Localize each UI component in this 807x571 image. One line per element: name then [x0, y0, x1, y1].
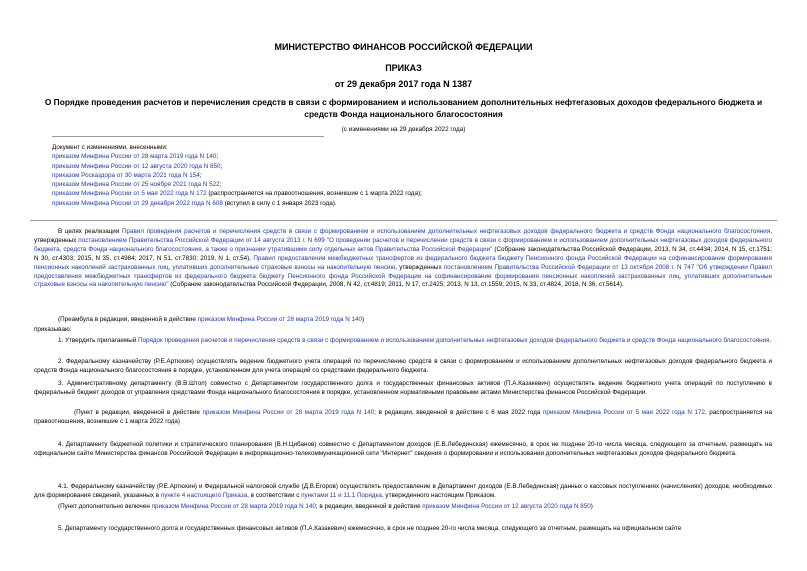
preamble-note: (Преамбула в редакции, введенной в действие приказом Минфина России от 28 марта 2019 года N 140) — [58, 316, 365, 323]
procedure-link[interactable]: Порядок проведения расчетов и перечисления средств в связи с формированием и использованием дополнительных нефтегазовых доходов федерального бюджета и средств Фонда национального благосостояния — [138, 337, 770, 344]
order-date: от 29 декабря 2017 года N 1387 — [334, 79, 473, 89]
change-item: приказом Минфина России от 12 августа 2020 года N 850; — [52, 162, 223, 170]
change-item: приказом Росказдора от 30 марта 2021 года N 154; — [52, 171, 202, 179]
ministry-heading: МИНИСТЕРСТВО ФИНАНСОВ РОССИЙСКОЙ ФЕДЕРАЦИИ — [274, 42, 533, 52]
document-title: О Порядке проведения расчетов и перечисления средств в связи с формированием и использованием дополнительных нефтегазовых доходов федерального бюджета и средств Фонда национального благосостояния — [44, 97, 763, 119]
order-140-link[interactable]: приказом Минфина России от 28 марта 2019 года N 140 — [202, 409, 375, 416]
order-140-link[interactable]: приказом Минфина России от 28 марта 2019 года N 140 — [151, 503, 316, 510]
change-link[interactable]: приказом Минфина России от 12 августа 2020 года N 850 — [52, 162, 221, 170]
resolution-699-link[interactable]: постановлением Правительства Российской Федерации от 14 августа 2013 г. N 699 "О проведении расчетов и перечислении средств в связи с формированием и использованием дополнительных нефтегазовых доходов федерального бюджета, средств Фонда национального благосостояния, а также о признании утратившими силу отдельных актов Правительства Российской Федерации" — [34, 236, 772, 253]
change-link[interactable]: приказом Минфина России от 29 декабря 2022 года N 608 — [52, 199, 223, 207]
change-item: приказом Минфина России от 5 мая 2022 года N 172 (распространяется на правоотношения, возникшие с 1 марта 2022 года); — [52, 190, 422, 198]
changes-list — [52, 143, 572, 208]
item-3-note: (Пункт в редакции, введенной в действие приказом Минфина России от 28 марта 2019 года N 140; в редакции, введенной в действие с 6 мая 2022 года приказом Минфина России от 5 мая 2022 года N 172, распространяется на правоотношения, возникшие с 1 марта 2022 года) — [34, 409, 773, 425]
body-divider — [30, 220, 777, 221]
change-item: приказом Минфина России от 29 декабря 2022 года N 608 (вступил в силу с 1 января 2023 года). — [52, 199, 337, 207]
item-4: 4. Департаменту бюджетной политики и стратегического планирования (В.Н.Цибанов) совместно с Департаментом доходов (Е.В.Лебединская) ежемесячно, в срок не позднее 20-го числа месяца, следующего за отчетным, размещать на официальном сайте Министерства финансов Российской Федерации в информационно-телекоммуникационной сети "Интернет" сведения о формировании и использовании дополнительных нефтегазовых доходов федерального бюджета. — [34, 441, 772, 457]
changes-divider — [52, 136, 324, 137]
item-3: 3. Административному департаменту (В.В.Штоп) совместно с Департаментом государственного долга и государственных финансовых активов (П.А.Казакевич) осуществлять ведение бюджетного учета операций по поступлению в федеральный бюджет доходов от управления средствами Фонда национального благосостояния в порядке, установленном нормативными правовыми актами Министерства финансов Российской Федерации. — [34, 380, 772, 396]
change-item: приказом Минфина России от 28 марта 2019 года N 140; — [52, 153, 219, 161]
item-4-1: 4.1. Федеральному казначейству (Р.Е.Артюхин) и Федеральной налоговой службе (Д.В.Егоров) осуществлять предоставление в Департамент доходов (Е.В.Лебединская) данных о кассовых поступлениях (начислениях) доходов, необходимых для формирования сведений, указанных в пункте 4 настоящего Приказа, в соответствии с пунктами 11 и 11.1 Порядка, утвержденного настоящим Приказом. — [34, 483, 772, 499]
transfer-rules-link[interactable]: Правил предоставления межбюджетных трансфертов из федерального бюджета бюджету Пенсионного фонда Российской Федерации на софинансирование формирования пенсионных накоплений застрахованных лиц, уплативших дополнительные страховые взносы на накопительную пенсию — [34, 254, 772, 271]
changes-intro: Документ с изменениями, внесенными: — [52, 144, 168, 151]
change-link[interactable]: приказом Росказдора от 30 марта 2021 года N 154 — [52, 171, 200, 179]
item-5: 5. Департаменту государственного долга и государственных финансовых активов (П.А.Казакевич) ежемесячно, в срок не позднее 20-го числа месяца, следующего за отчетным, размещать на официальном сайте — [58, 525, 682, 532]
edition-note: (с изменениями на 29 декабря 2022 года) — [341, 126, 466, 133]
rules-link[interactable]: Правил проведения расчетов и перечисления средств в связи с формированием и использованием дополнительных нефтегазовых доходов федерального бюджета и средств Фонда национального благосостояния — [122, 228, 771, 235]
item-1: 1. Утвердить прилагаемый Порядок проведения расчетов и перечисления средств в связи с формированием и использованием дополнительных нефтегазовых доходов федерального бюджета и средств Фонда национального благосостояния. — [58, 337, 772, 344]
preamble-paragraph: В целях реализации Правил проведения расчетов и перечисления средств в связи с формированием и использованием дополнительных нефтегазовых доходов федерального бюджета и средств Фонда национального благосостояния, утвержденных постановлением Правительства Российской Федерации от 14 августа 2013 г. N 699 "О проведении расчетов и перечислении средств в связи с формированием и использованием дополнительных нефтегазовых доходов федерального бюджета, средств Фонда национального благосостояния, а также о признании утратившими силу отдельных актов Правительства Российской Федерации" (Собрание законодательства Российской Федерации, 2013, N 34, ст.4434; 2014, N 15, ст.1751; N 30, ст.4303; 2015, N 35, ст.4984; 2017, N 51, ст.7830; 2019, N 1, ст.54), Правил предоставления межбюджетных трансфертов из федерального бюджета бюджету Пенсионного фонда Российской Федерации на софинансирование формирования пенсионных накоплений застрахованных лиц, уплативших дополнительные страховые взносы на накопительную пенсию, утвержденных постановлением Правительства Российской Федерации от 13 октября 2008 г. N 747 "Об утверждении Правил предоставления межбюджетных трансфертов из федерального бюджета бюджету Пенсионного фонда Российской Федерации на софинансирование формирования пенсионных накоплений застрахованных лиц, уплативших дополнительные страховые взносы на накопительную пенсию" (Собрание законодательства Российской Федерации, 2008, N 42, ст.4819; 2011, N 17, ст.2425; 2013, N 13, ст.1559; 2015, N 33, ст.4824, 2018, N 36, ст.5614). — [34, 228, 773, 289]
change-link[interactable]: приказом Минфина России от 5 мая 2022 года N 172 — [52, 190, 207, 198]
item-2: 2. Федеральному казначейству (Р.Е.Артюхин) осуществлять ведение бюджетного учета операций по перечислению средств в связи с формированием и использованием дополнительных нефтегазовых доходов федерального бюджета и средств Фонда национального благосостояния в порядке, установленном для учета операций со средствами федерального бюджета. — [34, 358, 772, 374]
change-link[interactable]: приказом Минфина России от 25 ноября 2021 года N 522 — [52, 181, 220, 189]
order-850-link[interactable]: приказом Минфина России от 12 августа 2020 года N 850 — [422, 503, 591, 510]
item-4-1-note: (Пункт дополнительно включен приказом Минфина России от 28 марта 2019 года N 140; в редакции, введенной в действие приказом Минфина России от 12 августа 2020 года N 850) — [58, 503, 593, 510]
change-item: приказом Минфина России от 25 ноября 2021 года N 522; — [52, 181, 222, 189]
change-link[interactable]: приказом Минфина России от 28 марта 2019 года N 140 — [52, 153, 217, 161]
order-word: приказываю: — [34, 326, 72, 333]
order-heading: ПРИКАЗ — [385, 63, 422, 73]
clause-4-link[interactable]: пункте 4 настоящего Приказа — [160, 491, 248, 499]
order-140-link[interactable]: приказом Минфина России от 28 марта 2019 года N 140 — [197, 316, 362, 323]
procedure-clauses-link[interactable]: пунктами 11 и 11.1 Порядка — [301, 491, 382, 499]
order-172-link[interactable]: приказом Минфина России от 5 мая 2022 года N 172 — [543, 409, 705, 416]
resolution-747-link[interactable]: постановлением Правительства Российской Федерации от 13 октября 2008 г. N 747 "Об утверждении Правил предоставления межбюджетных трансфертов из федерального бюджета бюджету Пенсионного фонда Российской Федерации на софинансирование формирования пенсионных накоплений застрахованных лиц, уплативших дополнительные страховые взносы на накопительную пенсию" — [34, 263, 773, 289]
